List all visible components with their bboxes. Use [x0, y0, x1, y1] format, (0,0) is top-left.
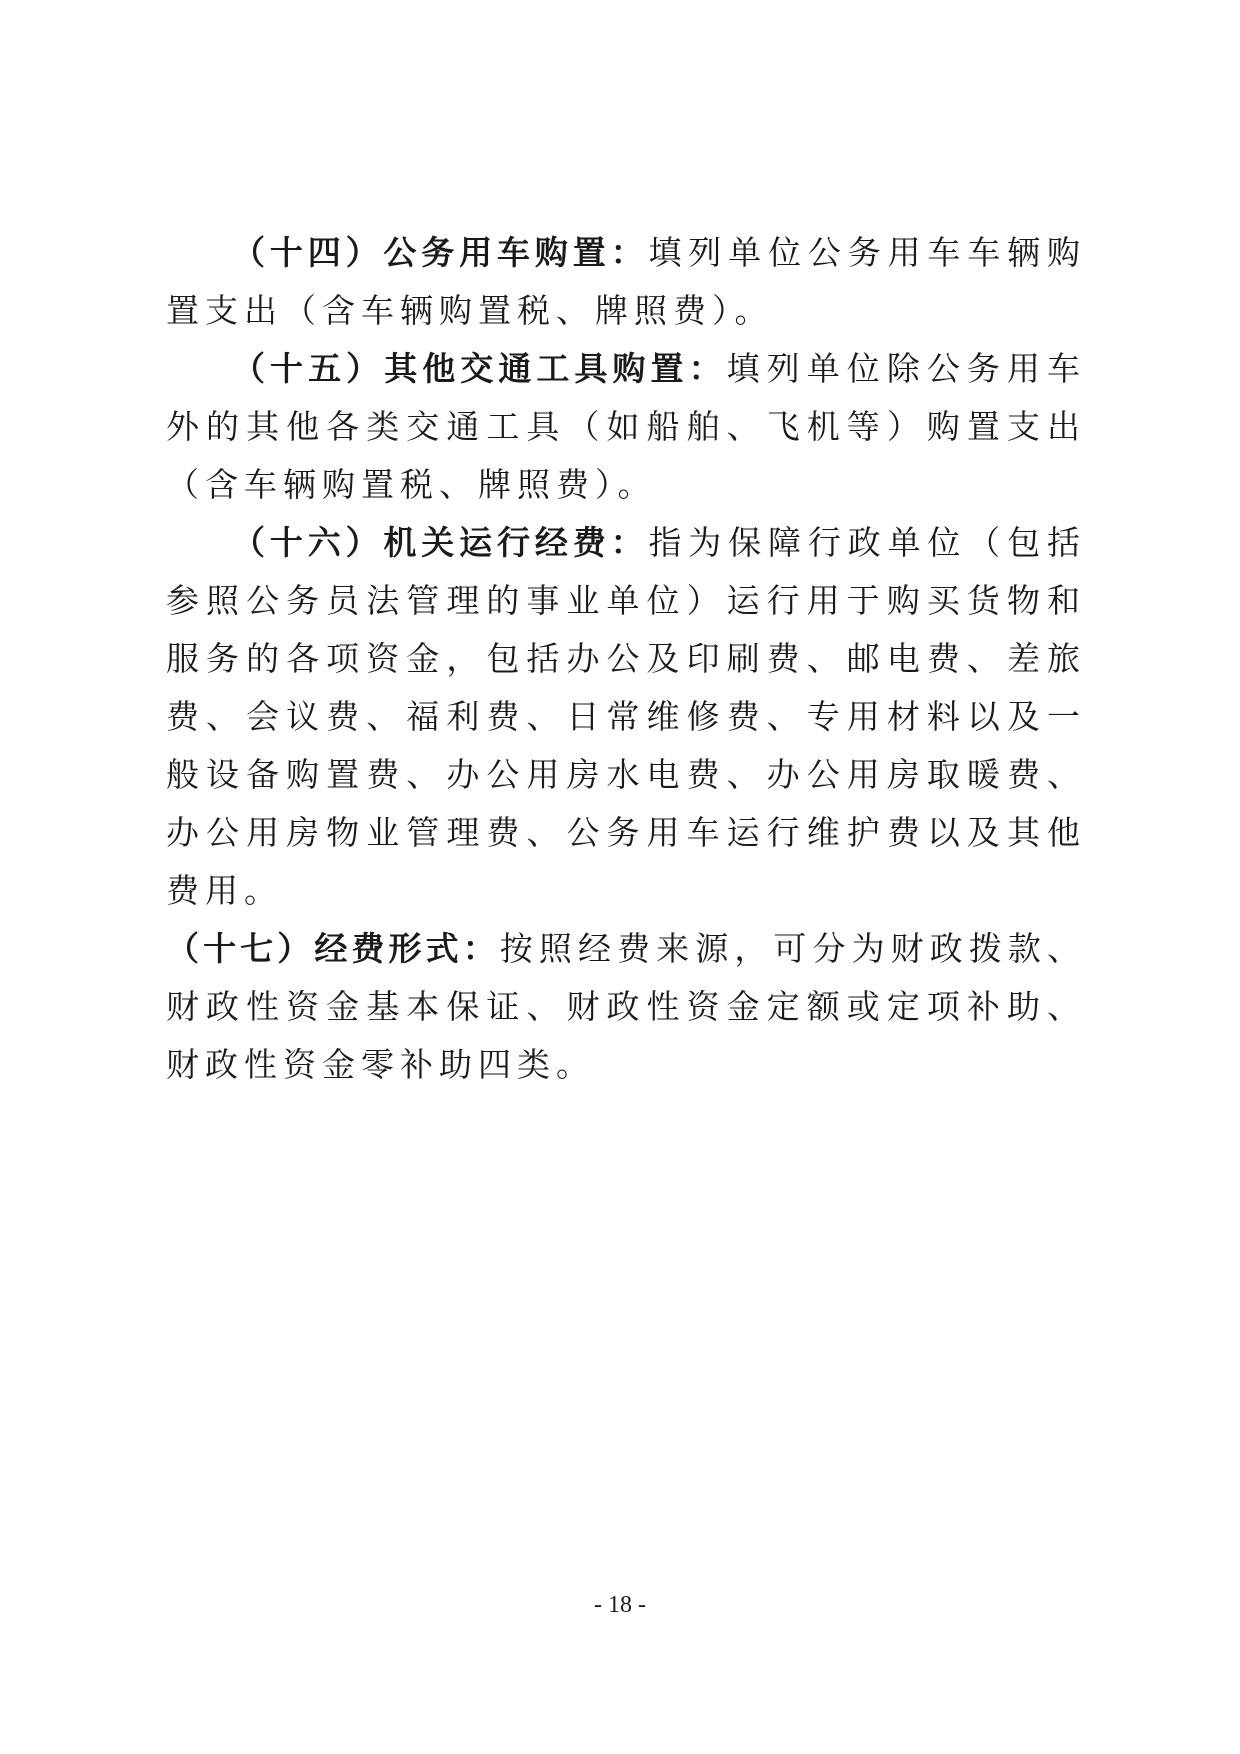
paragraph-heading: （十四）公务用车购置：	[232, 233, 649, 272]
paragraph-heading: （十七）经费形式：	[166, 929, 500, 968]
page-number: - 18 -	[594, 1592, 646, 1618]
paragraph-text: 指为保障行政单位（包括参照公务员法管理的事业单位）运行用于购买货物和服务的各项资金，包括办公及印刷费、邮电费、差旅费、会议费、福利费、日常维修费、专用材料以及一般设备购置费、办公用房水电费、办公用房取暖费、办公用房物业管理费、公务用车运行维护费以及其他费用。	[166, 523, 1087, 910]
paragraph-text: 按照经费来源，可分为财政拨款、财政性资金基本保证、财政性资金定额或定项补助、财政性资金零补助四类。	[166, 929, 1087, 1084]
paragraph-heading: （十五）其他交通工具购置：	[232, 349, 727, 388]
paragraph-text: 填列单位公务用车车辆购置支出（含车辆购置税、牌照费）。	[166, 233, 1087, 330]
paragraph-funding-form	[166, 920, 1086, 1094]
paragraph-other-transport	[166, 340, 1086, 514]
paragraph-operating-funds	[166, 514, 1086, 920]
paragraph-heading: （十六）机关运行经费：	[232, 523, 649, 562]
paragraph-vehicle-purchase	[166, 224, 1086, 340]
paragraph-text: 填列单位除公务用车外的其他各类交通工具（如船舶、飞机等）购置支出（含车辆购置税、牌照费）。	[166, 349, 1087, 504]
document-body	[166, 224, 1086, 1094]
